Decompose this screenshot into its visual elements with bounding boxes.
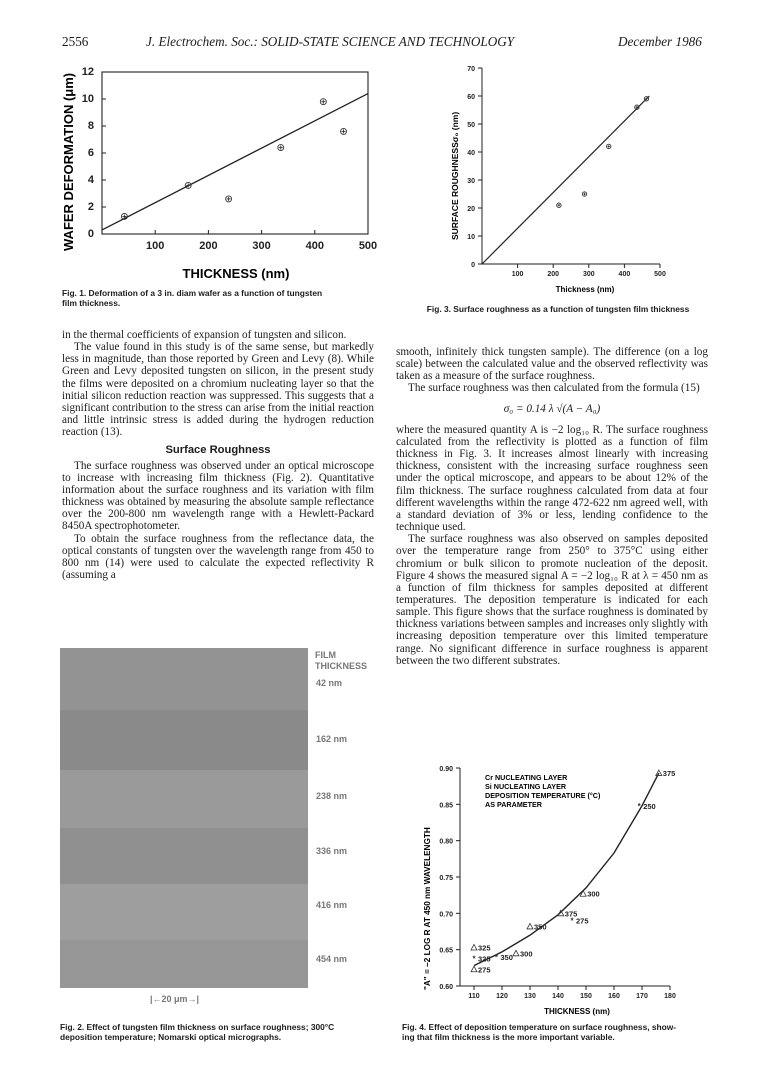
fig3-y-tick-label-4: 40 (467, 150, 475, 157)
fig1-x-tick-label-2: 300 (252, 240, 271, 252)
fig1-x-tick-label-1: 200 (199, 240, 218, 252)
fig4-point-label-4: 300 (520, 949, 533, 959)
fig1-y-tick-label-5: 10 (81, 93, 94, 105)
fig3-y-tick-label-3: 30 (467, 178, 475, 185)
fig4-x-tick-label-2: 130 (524, 993, 536, 1000)
fig3-point-2 (607, 144, 611, 148)
fig1-xlabel: THICKNESS (nm) (182, 266, 290, 281)
fig4-x-tick-label-3: 140 (552, 993, 564, 1000)
fig3-ylabel: SURFACE ROUGHNESSσ₀ (nm) (450, 111, 460, 240)
fig3-point-4 (644, 97, 648, 101)
fig4-chart (410, 758, 700, 1023)
fig1-point-2 (226, 196, 232, 202)
fig2-caption: Fig. 2. Effect of tungsten film thickness on surface roughness; 300°C deposition temperature; Nomarski optical micrographs. (60, 1022, 335, 1043)
fig4-x-tick-label-1: 120 (496, 993, 508, 1000)
fig4-point-label-1: 325 (478, 954, 491, 964)
fig4-x-tick-label-5: 160 (608, 993, 620, 1000)
fig2-thickness-3: 238 nm (316, 791, 348, 801)
fig1-caption: Fig. 1. Deformation of a 3 in. diam wafer as a function of tungsten film thickness. (62, 288, 323, 309)
fig4-point-9: * (637, 801, 641, 811)
left-column (62, 329, 374, 581)
right-para-2: The surface roughness was then calculated from the formula (15) (408, 382, 700, 395)
left-para-3: The surface roughness was observed under an optical microscope to increase with increasing film thickness (Fig. 2). Quantitative information about the surface roughness and its variation with film thickness was obtained by measuring the absolute sample reflectance over the 200-800 nm wavelength range with a Hewlett-Packard 8450A spectrophotometer. (62, 459, 374, 533)
fig4-point-0 (471, 944, 477, 950)
fig2-thickness-2: 162 nm (316, 734, 348, 744)
right-para-3: where the measured quantity A is −2 log₁₀ R. The surface roughness calculated from the reflectivity is plotted as a function of film thickness in Fig. 3. It increases almost linearly with increasing thickness, consistent with the increasing surface roughness seen under the optical microscope, and appears to be about 12% of the film thickness. The surface roughness calculated from data at four different wavelengths within the range 472-622 nm agreed well, with a standard deviation of 3% or less, lending confidence to the technique used. (396, 423, 708, 534)
roughness-formula: σ₀ = 0.14 λ √(A − A₀) (503, 402, 601, 415)
fig3-x-tick-label-1: 200 (547, 271, 560, 278)
fig4-y-tick-label-0: 0.60 (439, 984, 453, 991)
fig4-legend-2: Si NUCLEATING LAYER (485, 782, 567, 791)
fig2-thickness-1: 42 nm (316, 678, 343, 688)
fig4-y-tick-label-5: 0.85 (439, 802, 453, 810)
fig4-point-1: * (472, 954, 476, 964)
fig4-x-tick-label-7: 180 (664, 993, 676, 1000)
fig4-point-10 (656, 770, 662, 776)
fig4-legend-4: AS PARAMETER (485, 800, 542, 809)
fig4-y-tick-label-1: 0.65 (439, 947, 453, 955)
fig1-ylabel: WAFER DEFORMATION (μm) (61, 72, 76, 251)
fig4-x-tick-label-0: 110 (468, 993, 480, 1000)
fig1-y-tick-label-4: 8 (87, 120, 94, 132)
fig3-y-tick-label-5: 50 (467, 122, 475, 129)
section-title: Surface Roughness (165, 444, 271, 457)
fig3-point-0 (557, 203, 561, 207)
fig1-y-tick-label-2: 4 (87, 174, 94, 186)
fig1-y-tick-label-3: 6 (87, 147, 94, 159)
left-para-2: The value found in this study is of the same sense, but markedly less in magnitude, than those reported by Green and Levy (8). While Green and Levy deposited tungsten on silicon, in the present study the films were deposited on a chromium nucleating layer so that the initial silicon reduction reaction was suppressed. This suggests that a significant contribution to the stress can arise from the initial reaction and little intrinsic stress is added during the hydrogen reduction reaction (13). (62, 341, 374, 439)
fig4-point-4 (513, 950, 519, 956)
fig4-y-tick-label-4: 0.80 (439, 838, 453, 846)
fig4-y-tick-label-3: 0.75 (439, 875, 453, 882)
fig1-y-tick-label-6: 12 (81, 66, 94, 78)
fig4-point-label-9: 250 (643, 801, 656, 811)
fig3-y-tick-label-1: 10 (467, 234, 475, 241)
fig4-y-tick-label-2: 0.70 (439, 911, 453, 919)
fig4-y-tick-label-6: 0.90 (439, 766, 453, 773)
fig4-legend-1: Cr NUCLEATING LAYER (485, 773, 568, 782)
fig4-point-7: * (570, 916, 574, 926)
left-para-4: To obtain the surface roughness from the reflectance data, the optical constants of tungsten over the wavelength range from 450 to 800 nm (14) were used to calculate the expected reflectivity R (assuming a (62, 532, 374, 581)
fig4-point-3: * (494, 952, 498, 962)
fig1-point-3 (278, 145, 284, 151)
fig4-point-label-8: 300 (587, 889, 600, 899)
fig4-legend-3: DEPOSITION TEMPERATURE (°C) (485, 791, 601, 800)
fig3-caption: Fig. 3. Surface roughness as a function of tungsten film thickness (426, 304, 690, 314)
fig4-x-tick-label-6: 170 (636, 993, 648, 1000)
fig3-y-tick-label-6: 60 (467, 94, 475, 101)
fig4-legend (485, 773, 601, 809)
fig4-point-label-3: 350 (500, 952, 513, 962)
left-para-1: in the thermal coefficients of expansion of tungsten and silicon. (62, 329, 347, 341)
fig3-chart (440, 60, 700, 295)
fig2-film-label: FILM THICKNESS (315, 650, 368, 671)
issue-date: December 1986 (618, 34, 702, 49)
fig1-x-tick-label-4: 500 (358, 240, 378, 252)
fig4-ylabel: "A" = −2 LOG R AT 450 nm WAVELENGTH (423, 827, 432, 990)
right-column (396, 346, 708, 667)
fig1-x-tick-label-3: 400 (305, 240, 324, 252)
fig4-xlabel: THICKNESS (nm) (544, 1007, 610, 1016)
fig4-caption: Fig. 4. Effect of deposition temperature on surface roughness, show- ing that film thickness is the more important variable. (402, 1022, 677, 1043)
journal-title: J. Electrochem. Soc.: SOLID-STATE SCIENCE AND TECHNOLOGY (146, 34, 515, 49)
fig4-point-label-10: 375 (662, 769, 676, 779)
right-para-1: smooth, infinitely thick tungsten sample). The difference (on a log scale) between the calculated value and the observed reflectivity was taken as a measure of the surface roughness. (396, 346, 708, 383)
fig3-x-tick-label-4: 500 (654, 271, 666, 278)
fig4-point-5 (527, 923, 533, 929)
fig2-thickness-4: 336 nm (316, 846, 348, 856)
fig4-point-label-7: 275 (576, 916, 589, 926)
fig3-x-tick-label-3: 400 (618, 271, 631, 278)
fig1-fit-line (102, 94, 368, 230)
fig4-point-2 (471, 966, 477, 972)
page-number: 2556 (62, 34, 89, 49)
fig3-y-tick-label-0: 0 (471, 262, 475, 269)
fig4-point-label-5: 350 (534, 922, 547, 932)
fig4-point-6 (558, 910, 564, 916)
fig4-point-label-0: 325 (478, 943, 491, 953)
fig4-point-label-6: 375 (564, 909, 578, 919)
fig1-point-5 (341, 128, 347, 134)
fig2-scale-bar: |←20 μm→| (150, 994, 200, 1004)
fig3-xlabel: Thickness (nm) (555, 285, 615, 294)
fig4-x-tick-label-4: 150 (580, 993, 592, 1000)
fig3-point-1 (582, 192, 586, 196)
fig2-thickness-6: 454 nm (316, 954, 348, 964)
fig1-point-4 (320, 99, 326, 105)
fig3-fit-line (482, 96, 649, 264)
fig3-x-tick-label-0: 100 (511, 271, 524, 278)
fig3-y-tick-label-2: 20 (467, 206, 475, 213)
fig3-y-tick-label-7: 70 (467, 66, 475, 73)
fig1-y-tick-label-1: 2 (87, 201, 94, 213)
fig1-chart (56, 56, 386, 286)
fig3-x-tick-label-2: 300 (582, 271, 595, 278)
fig2-thickness-5: 416 nm (316, 900, 348, 910)
right-para-4: The surface roughness was also observed on samples deposited over the temperature range from 250° to 375°C using either chromium or bulk silicon to promote nucleation of the deposit. Figure 4 shows the measured signal A = −2 log₁₀ R at λ = 450 nm as a function of film thickness for samples deposited at different temperatures. The deposition temperature is indicated for each sample. This figure shows that the surface roughness is dominated by thickness variations between samples and increases only slightly with increasing deposition temperature over this limited temperature range. No significant difference in surface roughness is apparent between the two different substrates. (396, 533, 708, 667)
fig1-y-tick-label-0: 0 (87, 228, 94, 240)
fig2-micrograph (60, 648, 308, 988)
fig4-point-label-2: 275 (478, 965, 491, 975)
fig1-x-tick-label-0: 100 (146, 240, 165, 252)
